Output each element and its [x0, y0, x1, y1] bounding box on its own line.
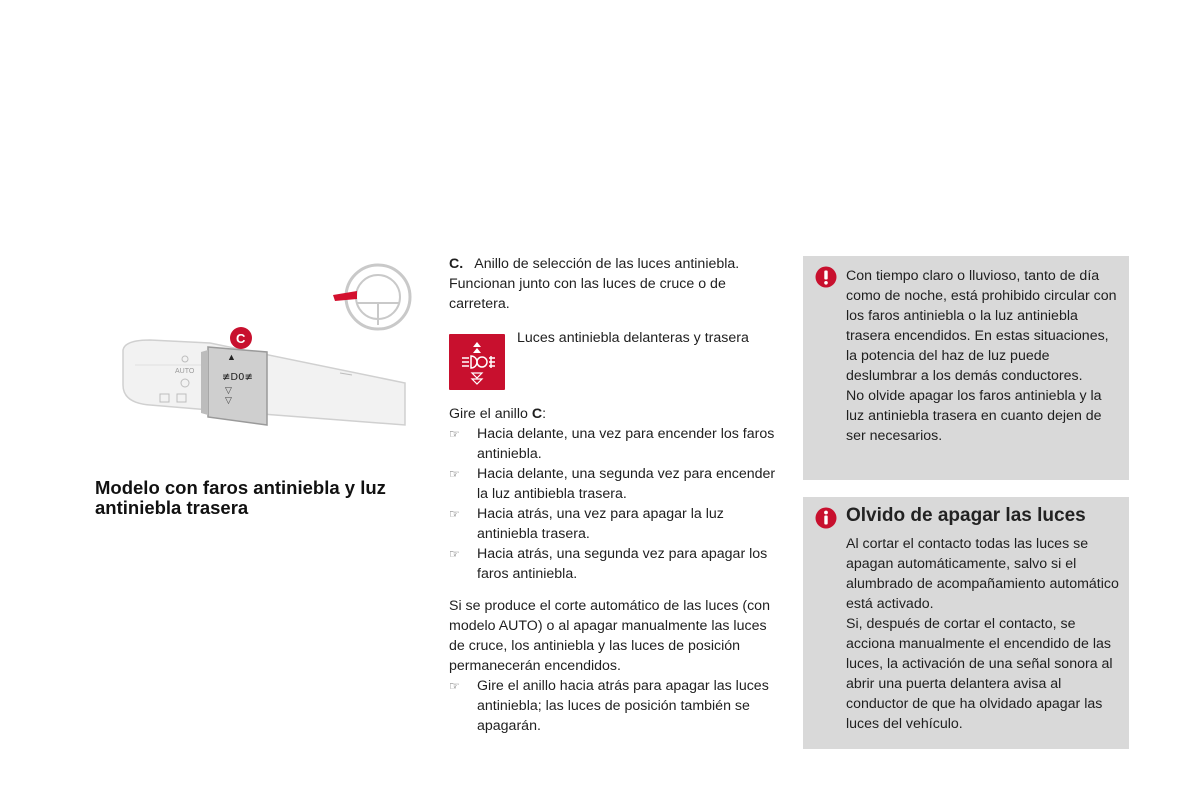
ring-c-description: C. Anillo de selección de las luces antiniebla. Funcionan junto con las luces de cruce o de carretera.	[449, 256, 740, 312]
pointing-hand-icon: ☞	[449, 507, 460, 521]
auto-cut-text: Si se produce el corte automático de las luces (con modelo AUTO) o al apagar manualmente las luces de cruce, los antiniebla y las luces de posición permanecerán encendidos.	[449, 598, 770, 674]
info-icon	[815, 507, 837, 529]
turn-ring-intro: Gire el anillo C:	[449, 406, 547, 422]
section-title: Modelo con faros antiniebla y luz antiniebla trasera	[95, 477, 386, 518]
pointing-hand-icon: ☞	[449, 679, 460, 693]
icon-caption: Luces antiniebla delanteras y trasera	[517, 330, 749, 346]
info-title: Olvido de apagar las luces	[846, 505, 1086, 526]
fog-light-symbol-icon: ≢D0≢	[222, 372, 253, 383]
svg-text:C: C	[236, 331, 246, 346]
warning-box	[803, 256, 1129, 480]
pointing-hand-icon: ☞	[449, 547, 460, 561]
arrow-down-icon: ▽	[225, 385, 232, 395]
list-item: ☞ Gire el anillo hacia atrás para apagar las luces antiniebla; las luces de posición también se apagarán.	[449, 678, 769, 734]
svg-text:▽: ▽	[225, 395, 232, 405]
info-text: Al cortar el contacto todas las luces se apagan automáticamente, salvo si el alumbrado de acompañamiento automático está activado. Si, después de cortar el contacto, se acciona manualmente el encendido de las luces, la activación de una señal sonora al abrir una puerta delantera avisa al conductor de que ha olvidado apagar las luces del vehículo.	[846, 536, 1119, 732]
list-item: ☞ Hacia atrás, una segunda vez para apagar los faros antiniebla.	[449, 546, 768, 582]
turn-ring-list	[449, 424, 779, 584]
pointing-hand-icon: ☞	[449, 467, 460, 481]
auto-label: AUTO	[175, 368, 195, 375]
list-item: ☞ Hacia delante, una vez para encender los faros antiniebla.	[449, 426, 775, 462]
info-box	[803, 497, 1129, 749]
lighting-stalk-illustration	[95, 255, 425, 435]
pointing-hand-icon: ☞	[449, 427, 460, 441]
warning-text: Con tiempo claro o lluvioso, tanto de día como de noche, está prohibido circular con los faros antiniebla o la luz antiniebla trasera encendidos. En estas situaciones, la potencia del haz de luz puede deslumbrar a los demás conductores. No olvide apagar los faros antiniebla y la luz antiniebla trasera en cuanto dejen de ser necesarios.	[846, 268, 1117, 444]
list-item: ☞ Hacia atrás, una vez para apagar la luz antiniebla trasera.	[449, 506, 724, 542]
list-item: ☞ Hacia delante, una segunda vez para encender la luz antibiebla trasera.	[449, 466, 776, 502]
arrow-up-icon: ▲	[227, 352, 236, 362]
front-rear-fog-lights-icon	[449, 334, 505, 390]
auto-cut-list	[449, 676, 779, 736]
fog-light-indicator-row	[449, 330, 779, 390]
warning-icon	[815, 266, 837, 288]
main-text-column	[449, 254, 779, 736]
